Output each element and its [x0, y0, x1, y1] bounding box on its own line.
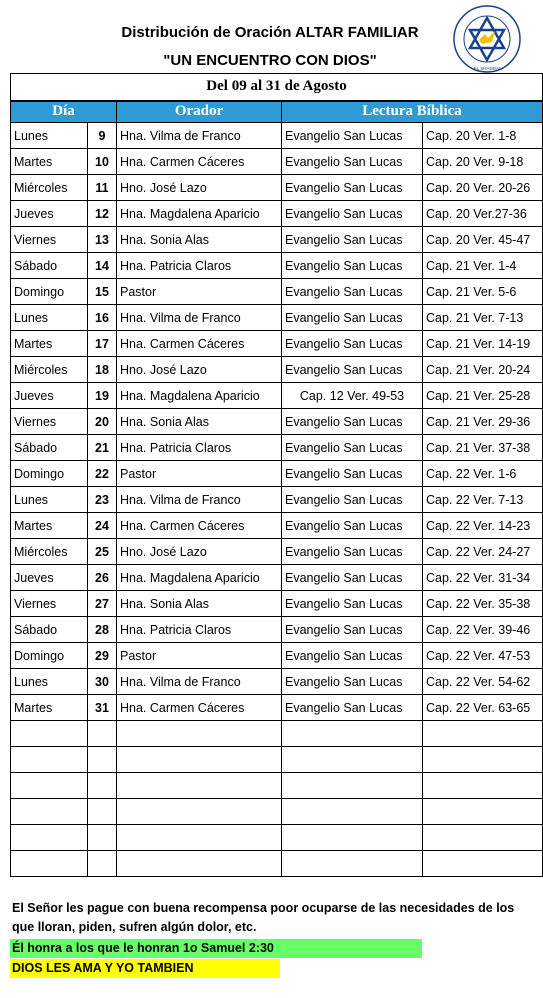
reading-book-cell: Evangelio San Lucas	[282, 435, 423, 461]
table-row	[11, 435, 543, 461]
date-number-cell: 25	[88, 539, 117, 565]
day-cell: Martes	[11, 695, 88, 721]
empty-cell	[423, 799, 543, 825]
blessing-text: El Señor les pague con buena recompensa poor ocuparse de las necesidades de los que lloran, piden, sufren algún dolor, etc.	[12, 901, 515, 934]
reading-book-cell: Evangelio San Lucas	[282, 591, 423, 617]
day-cell: Sábado	[11, 617, 88, 643]
day-cell: Jueves	[11, 565, 88, 591]
reading-book-cell: Evangelio San Lucas	[282, 695, 423, 721]
empty-cell	[11, 773, 88, 799]
empty-cell	[282, 851, 423, 877]
speaker-cell: Hna. Sonia Alas	[117, 591, 282, 617]
table-row	[11, 591, 543, 617]
reading-reference-cell: Cap. 21 Ver. 25-28	[423, 383, 543, 409]
column-header-row	[11, 101, 543, 123]
speaker-cell: Hna. Carmen Cáceres	[117, 513, 282, 539]
date-number-cell: 23	[88, 487, 117, 513]
reading-book-cell: Evangelio San Lucas	[282, 513, 423, 539]
day-cell: Sábado	[11, 435, 88, 461]
empty-cell	[117, 721, 282, 747]
empty-cell	[117, 773, 282, 799]
table-row	[11, 409, 543, 435]
table-row	[11, 695, 543, 721]
closing-highlight: DIOS LES AMA Y YO TAMBIEN	[10, 959, 280, 978]
empty-cell	[423, 747, 543, 773]
reading-reference-cell: Cap. 20 Ver. 45-47	[423, 227, 543, 253]
table-row	[11, 669, 543, 695]
reading-book-cell: Evangelio San Lucas	[282, 123, 423, 149]
day-cell: Domingo	[11, 643, 88, 669]
reading-book-cell: Evangelio San Lucas	[282, 487, 423, 513]
speaker-cell: Pastor	[117, 461, 282, 487]
empty-table-row	[11, 721, 543, 747]
empty-table-row	[11, 747, 543, 773]
speaker-cell: Hno. José Lazo	[117, 357, 282, 383]
table-row	[11, 331, 543, 357]
empty-table-row	[11, 773, 543, 799]
reading-reference-cell: Cap. 21 Ver. 37-38	[423, 435, 543, 461]
reading-book-cell: Evangelio San Lucas	[282, 539, 423, 565]
speaker-cell: Hna. Vilma de Franco	[117, 305, 282, 331]
prayer-schedule-table	[10, 73, 543, 877]
date-number-cell: 18	[88, 357, 117, 383]
reading-reference-cell: Cap. 21 Ver. 5-6	[423, 279, 543, 305]
empty-cell	[282, 721, 423, 747]
column-header-dia: Día	[11, 101, 117, 123]
table-row	[11, 643, 543, 669]
reading-reference-cell: Cap. 22 Ver. 54-62	[423, 669, 543, 695]
day-cell: Jueves	[11, 201, 88, 227]
day-cell: Domingo	[11, 279, 88, 305]
day-cell: Miércoles	[11, 357, 88, 383]
reading-reference-cell: Cap. 22 Ver. 24-27	[423, 539, 543, 565]
day-cell: Martes	[11, 149, 88, 175]
speaker-cell: Hna. Patricia Claros	[117, 617, 282, 643]
date-number-cell: 22	[88, 461, 117, 487]
day-cell: Viernes	[11, 591, 88, 617]
column-header-lectura: Lectura Bíblica	[282, 101, 543, 123]
reading-reference-cell: Cap. 22 Ver. 63-65	[423, 695, 543, 721]
day-cell: Jueves	[11, 383, 88, 409]
table-row	[11, 565, 543, 591]
reading-book-cell: Evangelio San Lucas	[282, 175, 423, 201]
speaker-cell: Hno. José Lazo	[117, 539, 282, 565]
date-number-cell: 20	[88, 409, 117, 435]
date-number-cell: 29	[88, 643, 117, 669]
empty-cell	[423, 825, 543, 851]
empty-cell	[88, 825, 117, 851]
date-number-cell: 21	[88, 435, 117, 461]
reading-reference-cell: Cap. 20 Ver. 9-18	[423, 149, 543, 175]
empty-cell	[88, 747, 117, 773]
verse-highlight: Él honra a los que le honran 1o Samuel 2:30	[10, 939, 422, 958]
speaker-cell: Hno. José Lazo	[117, 175, 282, 201]
date-number-cell: 30	[88, 669, 117, 695]
empty-cell	[423, 851, 543, 877]
day-cell: Martes	[11, 331, 88, 357]
speaker-cell: Pastor	[117, 643, 282, 669]
reading-book-cell: Evangelio San Lucas	[282, 617, 423, 643]
day-cell: Domingo	[11, 461, 88, 487]
reading-reference-cell: Cap. 22 Ver. 31-34	[423, 565, 543, 591]
table-row	[11, 149, 543, 175]
speaker-cell: Hna. Magdalena Aparicio	[117, 201, 282, 227]
speaker-cell: Hna. Vilma de Franco	[117, 123, 282, 149]
document-title: Distribución de Oración ALTAR FAMILIAR	[121, 24, 419, 41]
speaker-cell: Hna. Magdalena Aparicio	[117, 383, 282, 409]
reading-book-cell: Evangelio San Lucas	[282, 409, 423, 435]
column-header-orador: Orador	[117, 101, 282, 123]
reading-book-cell: Evangelio San Lucas	[282, 565, 423, 591]
document-header	[0, 0, 543, 72]
day-cell: Viernes	[11, 409, 88, 435]
empty-cell	[117, 799, 282, 825]
empty-cell	[117, 747, 282, 773]
reading-book-cell: Evangelio San Lucas	[282, 357, 423, 383]
empty-cell	[11, 851, 88, 877]
speaker-cell: Hna. Patricia Claros	[117, 435, 282, 461]
empty-table-row	[11, 799, 543, 825]
table-row	[11, 513, 543, 539]
empty-cell	[88, 721, 117, 747]
empty-cell	[88, 851, 117, 877]
speaker-cell: Hna. Sonia Alas	[117, 227, 282, 253]
day-cell: Miércoles	[11, 539, 88, 565]
date-number-cell: 12	[88, 201, 117, 227]
reading-book-cell: Evangelio San Lucas	[282, 253, 423, 279]
date-number-cell: 24	[88, 513, 117, 539]
empty-table-row	[11, 825, 543, 851]
reading-reference-cell: Cap. 22 Ver. 14-23	[423, 513, 543, 539]
table-row	[11, 123, 543, 149]
reading-reference-cell: Cap. 21 Ver. 29-36	[423, 409, 543, 435]
table-row	[11, 383, 543, 409]
table-row	[11, 461, 543, 487]
day-cell: Miércoles	[11, 175, 88, 201]
reading-reference-cell: Cap. 20 Ver. 20-26	[423, 175, 543, 201]
day-cell: Lunes	[11, 669, 88, 695]
empty-cell	[282, 825, 423, 851]
date-number-cell: 11	[88, 175, 117, 201]
speaker-cell: Hna. Vilma de Franco	[117, 669, 282, 695]
empty-cell	[282, 773, 423, 799]
day-cell: Sábado	[11, 253, 88, 279]
empty-cell	[11, 825, 88, 851]
period-label: Del 09 al 31 de Agosto	[11, 74, 543, 101]
date-number-cell: 15	[88, 279, 117, 305]
reading-reference-cell: Cap. 21 Ver. 14-19	[423, 331, 543, 357]
date-number-cell: 17	[88, 331, 117, 357]
empty-table-row	[11, 851, 543, 877]
speaker-cell: Hna. Sonia Alas	[117, 409, 282, 435]
empty-cell	[282, 747, 423, 773]
day-cell: Lunes	[11, 305, 88, 331]
speaker-cell: Hna. Magdalena Aparicio	[117, 565, 282, 591]
reading-reference-cell: Cap. 21 Ver. 7-13	[423, 305, 543, 331]
date-number-cell: 10	[88, 149, 117, 175]
reading-book-cell: Evangelio San Lucas	[282, 461, 423, 487]
day-cell: Lunes	[11, 487, 88, 513]
empty-cell	[11, 747, 88, 773]
document-subtitle: "UN ENCUENTRO CON DIOS"	[163, 52, 377, 69]
reading-reference-cell: Cap. 22 Ver. 1-6	[423, 461, 543, 487]
day-cell: Martes	[11, 513, 88, 539]
reading-book-cell: Evangelio San Lucas	[282, 201, 423, 227]
reading-book-cell: Cap. 12 Ver. 49-53	[282, 383, 423, 409]
logo-text: EL SHADDAI	[473, 66, 501, 71]
date-number-cell: 28	[88, 617, 117, 643]
empty-cell	[11, 799, 88, 825]
reading-book-cell: Evangelio San Lucas	[282, 669, 423, 695]
table-row	[11, 617, 543, 643]
reading-reference-cell: Cap. 20 Ver. 1-8	[423, 123, 543, 149]
schedule-body	[11, 123, 543, 877]
speaker-cell: Hna. Carmen Cáceres	[117, 331, 282, 357]
reading-reference-cell: Cap. 22 Ver. 35-38	[423, 591, 543, 617]
speaker-cell: Hna. Carmen Cáceres	[117, 695, 282, 721]
date-number-cell: 26	[88, 565, 117, 591]
reading-book-cell: Evangelio San Lucas	[282, 643, 423, 669]
empty-cell	[88, 799, 117, 825]
church-logo-icon	[452, 4, 522, 74]
table-row	[11, 175, 543, 201]
period-row	[11, 74, 543, 101]
date-number-cell: 16	[88, 305, 117, 331]
date-number-cell: 31	[88, 695, 117, 721]
reading-reference-cell: Cap. 21 Ver. 1-4	[423, 253, 543, 279]
empty-cell	[117, 825, 282, 851]
reading-book-cell: Evangelio San Lucas	[282, 149, 423, 175]
day-cell: Viernes	[11, 227, 88, 253]
reading-reference-cell: Cap. 22 Ver. 39-46	[423, 617, 543, 643]
table-row	[11, 227, 543, 253]
date-number-cell: 19	[88, 383, 117, 409]
speaker-cell: Hna. Patricia Claros	[117, 253, 282, 279]
date-number-cell: 27	[88, 591, 117, 617]
empty-cell	[423, 721, 543, 747]
date-number-cell: 9	[88, 123, 117, 149]
reading-book-cell: Evangelio San Lucas	[282, 305, 423, 331]
table-row	[11, 201, 543, 227]
date-number-cell: 14	[88, 253, 117, 279]
speaker-cell: Hna. Vilma de Franco	[117, 487, 282, 513]
table-row	[11, 539, 543, 565]
reading-reference-cell: Cap. 21 Ver. 20-24	[423, 357, 543, 383]
empty-cell	[423, 773, 543, 799]
table-row	[11, 253, 543, 279]
reading-book-cell: Evangelio San Lucas	[282, 331, 423, 357]
table-row	[11, 357, 543, 383]
date-number-cell: 13	[88, 227, 117, 253]
reading-reference-cell: Cap. 20 Ver.27-36	[423, 201, 543, 227]
empty-cell	[88, 773, 117, 799]
reading-book-cell: Evangelio San Lucas	[282, 227, 423, 253]
table-row	[11, 487, 543, 513]
reading-book-cell: Evangelio San Lucas	[282, 279, 423, 305]
day-cell: Lunes	[11, 123, 88, 149]
empty-cell	[282, 799, 423, 825]
empty-cell	[11, 721, 88, 747]
speaker-cell: Pastor	[117, 279, 282, 305]
table-row	[11, 305, 543, 331]
reading-reference-cell: Cap. 22 Ver. 47-53	[423, 643, 543, 669]
table-row	[11, 279, 543, 305]
speaker-cell: Hna. Carmen Cáceres	[117, 149, 282, 175]
reading-reference-cell: Cap. 22 Ver. 7-13	[423, 487, 543, 513]
empty-cell	[117, 851, 282, 877]
